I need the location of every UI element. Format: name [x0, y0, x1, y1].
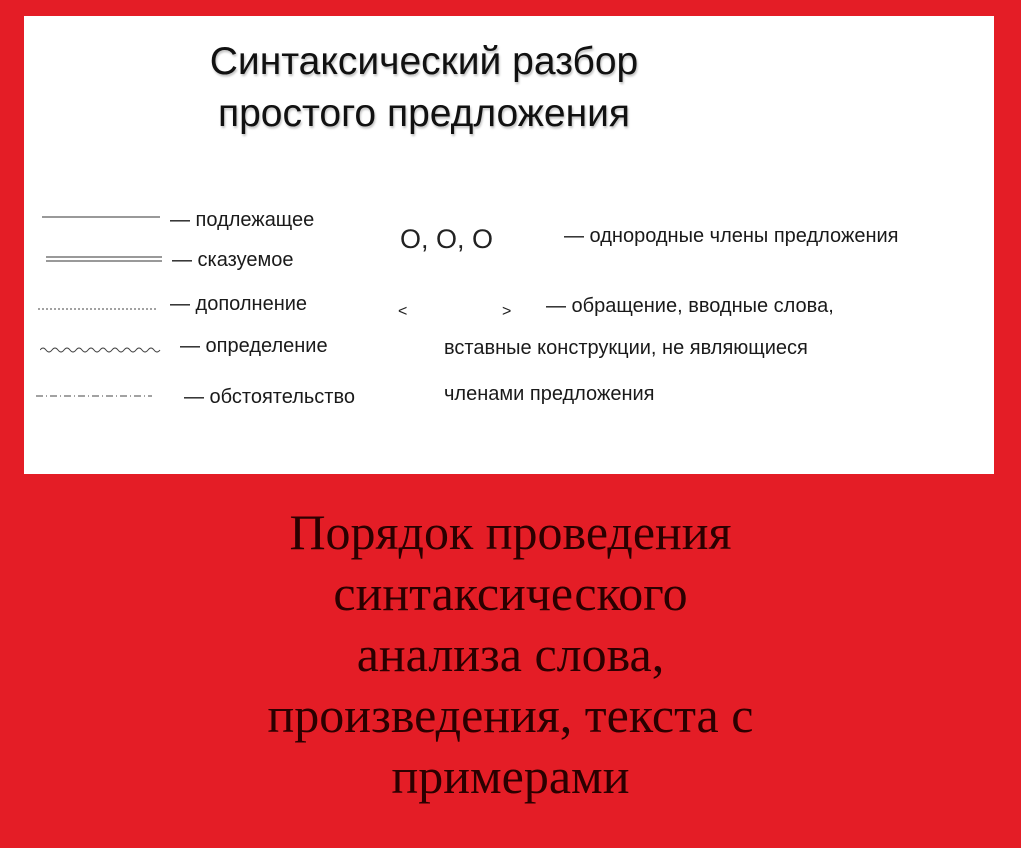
object-underline-symbol	[38, 307, 160, 311]
angle-bracket-open: <	[398, 303, 408, 320]
page-heading-line-5: примерами	[391, 748, 630, 804]
legend-predicate-label: — сказуемое	[172, 249, 294, 271]
homogeneous-label: — однородные члены предложения	[564, 225, 899, 247]
page-heading-line-4: произведения, текста с	[267, 687, 754, 743]
card-title	[24, 36, 824, 140]
parenthetical-label-line-2: вставные конструкции, не являющиеся	[444, 337, 808, 359]
card-title-line-2: простого предложения	[217, 92, 631, 135]
subject-underline-symbol	[42, 214, 162, 220]
card-title-line-1: Синтаксический разбор	[209, 40, 639, 83]
legend-object-label: — дополнение	[170, 293, 308, 315]
legend-subject-label: — подлежащее	[170, 209, 315, 231]
parenthetical-label-line-1: — обращение, вводные слова,	[546, 295, 834, 317]
page-heading-line-1: Порядок проведения	[289, 504, 732, 560]
adverbial-underline-symbol	[36, 394, 154, 398]
attribute-underline-symbol	[40, 346, 164, 354]
legend-attribute-label: — определение	[180, 335, 328, 357]
legend-adverbial-label: — обстоятельство	[184, 386, 355, 408]
predicate-underline-symbol	[46, 255, 166, 263]
page-heading-line-2: синтаксического	[333, 565, 688, 621]
diagram-card	[24, 16, 994, 474]
page-heading-line-3: анализа слова,	[356, 626, 665, 682]
parenthetical-label-line-3: членами предложения	[444, 383, 655, 405]
angle-bracket-close: >	[502, 303, 512, 320]
page-heading	[0, 502, 1021, 807]
homogeneous-symbols: O, O, O	[400, 224, 494, 254]
